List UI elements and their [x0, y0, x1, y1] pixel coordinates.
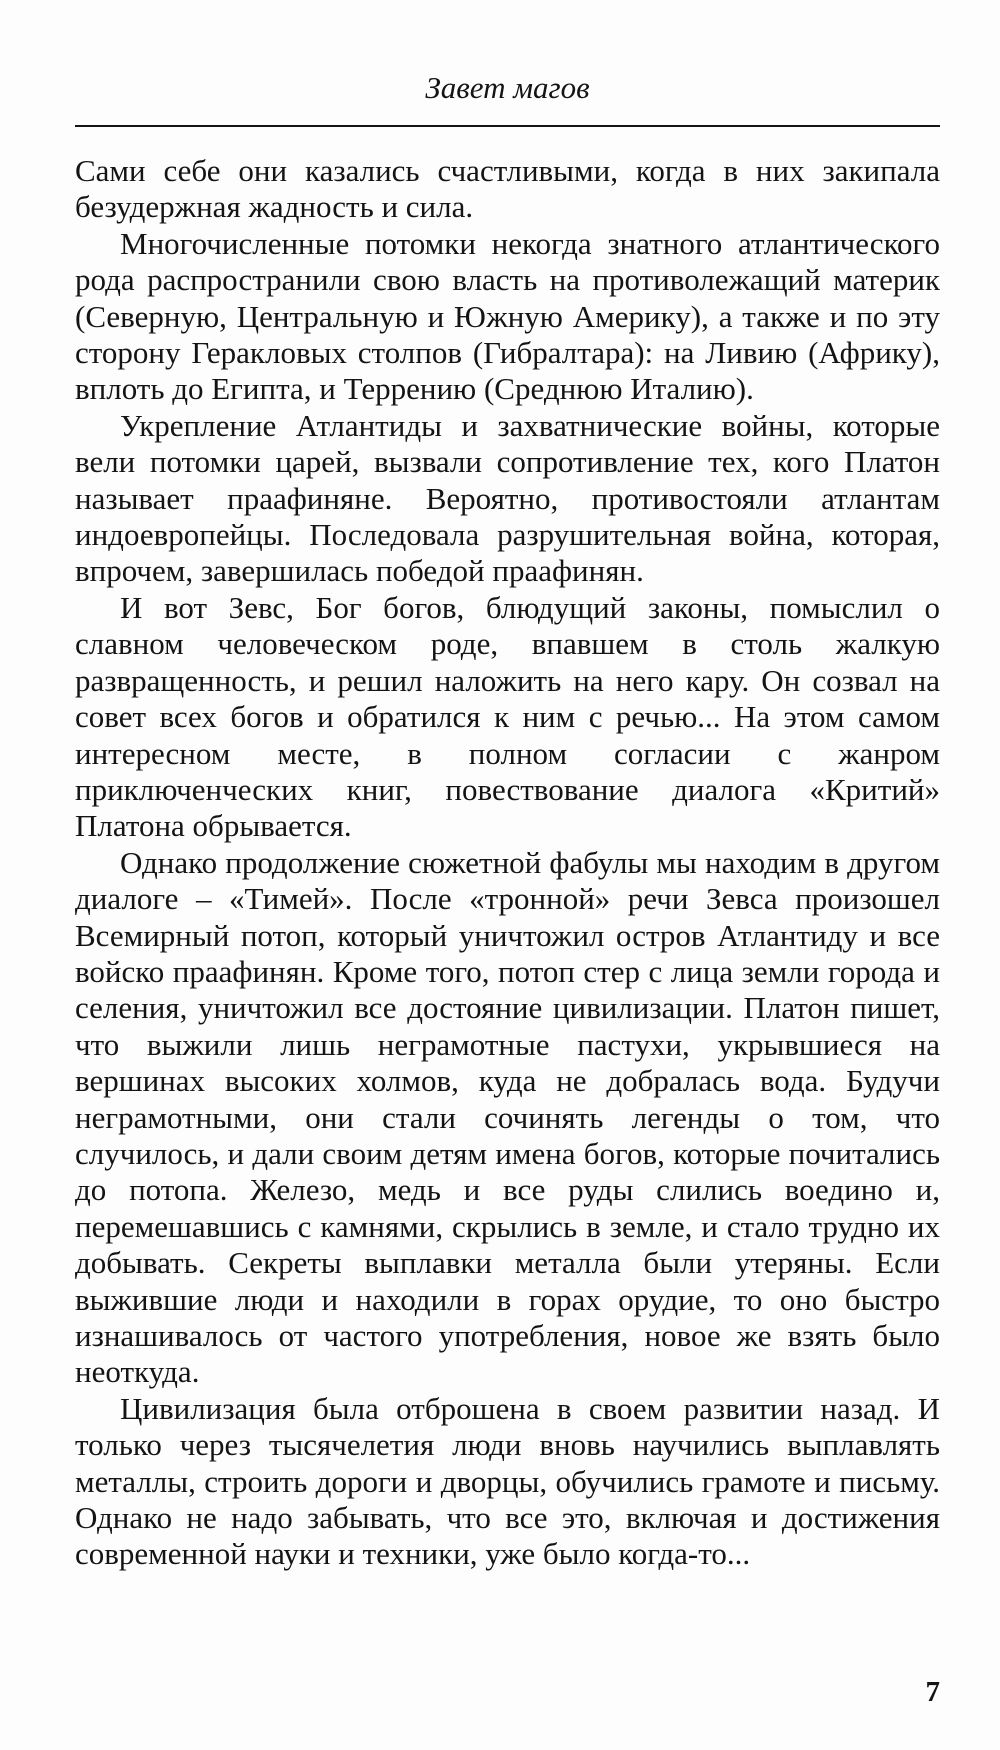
paragraph: И вот Зевс, Бог богов, блюдущий законы, помыслил о славном человеческом роде, впавшем в столь жалкую развращенность, и решил наложить на него кару. Он созвал на совет всех богов и обратился к ним с речью... На этом самом интересном месте, в полном согласии с жанром приключенческих книг, повествование диалога «Критий» Платона обрывается. — [75, 589, 940, 844]
paragraph: Укрепление Атлантиды и захватнические войны, которые вели потомки царей, вызвали сопротивление тех, кого Платон называет праафиняне. Вероятно, противостояли атлантам индоевропейцы. Последовала разрушительная война, которая, впрочем, завершилась победой праафинян. — [75, 407, 940, 589]
paragraph: Многочисленные потомки некогда знатного атлантического рода распространили свою власть на противолежащий материк (Северную, Центральную и Южную Америку), а также и по эту сторону Геракловых столпов (Гибралтара): на Ливию (Африку), вплоть до Египта, и Террению (Среднюю Италию). — [75, 225, 940, 407]
paragraph: Цивилизация была отброшена в своем развитии назад. И только через тысячелетия люди вновь научились выплавлять металлы, строить дороги и дворцы, обучились грамоте и письму. Однако не надо забывать, что все это, включая и достижения современной науки и техники, уже было когда-то... — [75, 1390, 940, 1572]
page-number: 7 — [925, 1676, 940, 1708]
paragraph: Сами себе они казались счастливыми, когда в них закипала безудержная жадность и сила. — [75, 153, 940, 225]
body-text — [75, 153, 940, 1573]
header-rule — [75, 125, 940, 127]
running-head: Завет магов — [425, 70, 590, 105]
paragraph: Однако продолжение сюжетной фабулы мы находим в другом диалоге – «Тимей». После «тронной» речи Зевса произошел Всемирный потоп, который уничтожил остров Атлантиду и все войско праафинян. Кроме того, потоп стер с лица земли города и селения, уничтожил все достояние цивилизации. Платон пишет, что выжили лишь неграмотные пастухи, укрывшиеся на вершинах высоких холмов, куда не добралась вода. Будучи неграмотными, они стали сочинять легенды о том, что случилось, и дали своим детям имена богов, которые почитались до потопа. Железо, медь и все руды слились воедино и, перемешавшись с камнями, скрылись в земле, и стало трудно их добывать. Секреты выплавки металла были утеряны. Если выжившие люди и находили в горах орудие, то оно быстро изнашивалось от частого употребления, новое же взять было неоткуда. — [75, 844, 940, 1390]
